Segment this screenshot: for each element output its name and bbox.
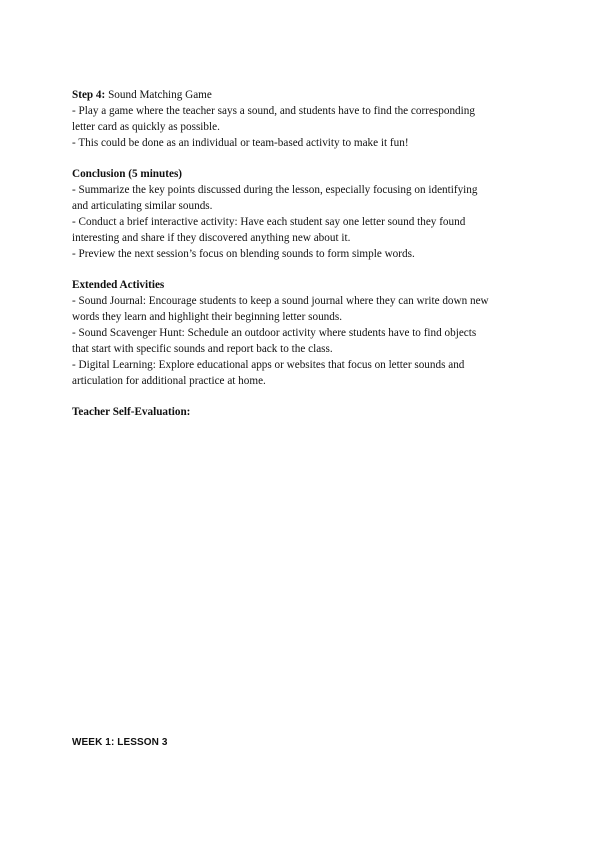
step4-section bbox=[72, 87, 532, 151]
conclusion-section bbox=[72, 166, 532, 262]
step4-line: - Play a game where the teacher says a sound, and students have to find the corresponding bbox=[72, 105, 475, 117]
lesson-footer-label: WEEK 1: LESSON 3 bbox=[72, 737, 168, 748]
step4-heading-line bbox=[72, 87, 532, 103]
step4-line: - This could be done as an individual or team-based activity to make it fun! bbox=[72, 137, 409, 149]
extended-activities-heading: Extended Activities bbox=[72, 279, 165, 291]
self-evaluation-section bbox=[72, 404, 532, 420]
step4-title: Sound Matching Game bbox=[105, 89, 212, 101]
extended-activities-section bbox=[72, 277, 532, 389]
extended-activities-line: words they learn and highlight their beginning letter sounds. bbox=[72, 311, 343, 323]
conclusion-line: - Summarize the key points discussed during the lesson, especially focusing on identifying bbox=[72, 184, 478, 196]
conclusion-line: interesting and share if they discovered anything new about it. bbox=[72, 232, 351, 244]
document-body bbox=[72, 87, 532, 435]
conclusion-line: - Preview the next session’s focus on blending sounds to form simple words. bbox=[72, 248, 415, 260]
extended-activities-line: - Sound Scavenger Hunt: Schedule an outdoor activity where students have to find objects bbox=[72, 327, 477, 339]
conclusion-line: - Conduct a brief interactive activity: Have each student say one letter sound they found bbox=[72, 216, 466, 228]
conclusion-line: and articulating similar sounds. bbox=[72, 200, 213, 212]
extended-activities-line: that start with specific sounds and report back to the class. bbox=[72, 343, 333, 355]
step4-label: Step 4: bbox=[72, 89, 106, 101]
extended-activities-line: articulation for additional practice at home. bbox=[72, 375, 266, 387]
extended-activities-line: - Digital Learning: Explore educational apps or websites that focus on letter sounds and bbox=[72, 359, 465, 371]
self-evaluation-heading: Teacher Self-Evaluation: bbox=[72, 406, 191, 418]
step4-line: letter card as quickly as possible. bbox=[72, 121, 220, 133]
conclusion-heading: Conclusion (5 minutes) bbox=[72, 168, 183, 180]
extended-activities-line: - Sound Journal: Encourage students to keep a sound journal where they can write down new bbox=[72, 295, 489, 307]
